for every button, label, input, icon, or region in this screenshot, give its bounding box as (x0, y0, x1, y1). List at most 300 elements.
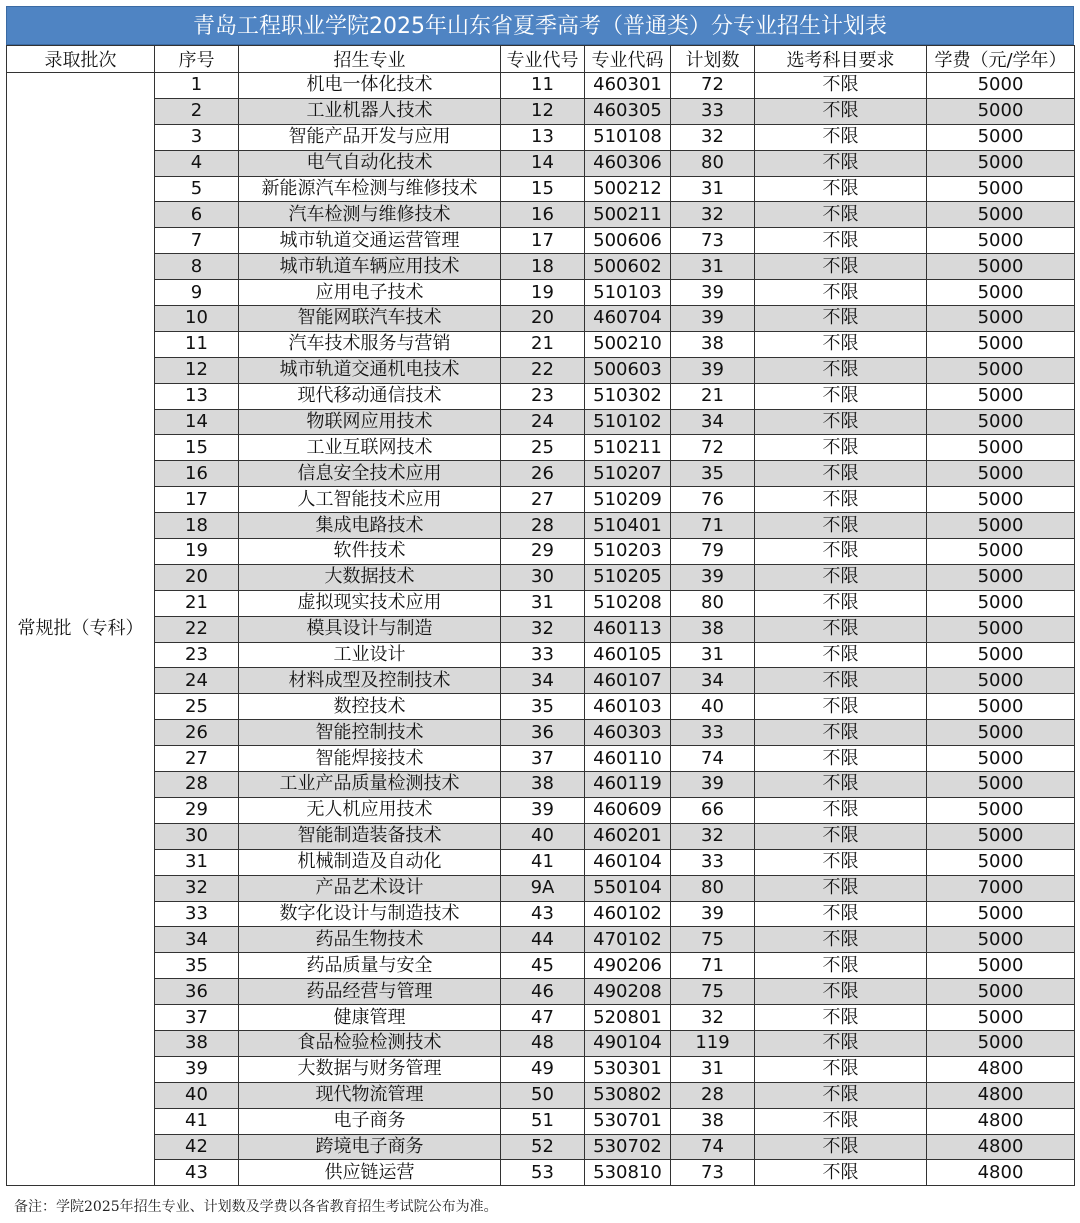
header-major-code-short: 专业代号 (501, 46, 585, 73)
table-row (7, 124, 1075, 150)
cell-major-code-short: 35 (501, 694, 585, 720)
cell-tuition: 5000 (927, 150, 1075, 176)
table-row (7, 1082, 1075, 1108)
cell-major: 电气自动化技术 (239, 150, 501, 176)
cell-major-code: 530702 (585, 1134, 671, 1160)
cell-index: 17 (155, 487, 239, 513)
cell-major-code: 530810 (585, 1160, 671, 1186)
cell-major: 汽车技术服务与营销 (239, 331, 501, 357)
cell-index: 12 (155, 357, 239, 383)
cell-major-code: 530802 (585, 1082, 671, 1108)
table-row (7, 1134, 1075, 1160)
cell-plan-count: 31 (671, 176, 755, 202)
cell-index: 43 (155, 1160, 239, 1186)
cell-subject-requirement: 不限 (755, 150, 927, 176)
cell-major-code: 510108 (585, 124, 671, 150)
cell-subject-requirement: 不限 (755, 564, 927, 590)
table-row (7, 746, 1075, 772)
cell-plan-count: 39 (671, 280, 755, 306)
table-row (7, 642, 1075, 668)
cell-subject-requirement: 不限 (755, 694, 927, 720)
cell-major: 机械制造及自动化 (239, 849, 501, 875)
cell-plan-count: 33 (671, 98, 755, 124)
cell-major-code: 510211 (585, 435, 671, 461)
header-row (7, 46, 1075, 73)
cell-plan-count: 31 (671, 254, 755, 280)
cell-major-code-short: 16 (501, 202, 585, 228)
header-plan-count: 计划数 (671, 46, 755, 73)
cell-plan-count: 73 (671, 1160, 755, 1186)
cell-major-code-short: 22 (501, 357, 585, 383)
cell-major-code: 460113 (585, 616, 671, 642)
cell-major-code-short: 40 (501, 823, 585, 849)
table-row (7, 228, 1075, 254)
table-row (7, 875, 1075, 901)
cell-plan-count: 21 (671, 383, 755, 409)
cell-plan-count: 28 (671, 1082, 755, 1108)
cell-tuition: 5000 (927, 668, 1075, 694)
cell-index: 36 (155, 979, 239, 1005)
cell-tuition: 5000 (927, 746, 1075, 772)
cell-subject-requirement: 不限 (755, 383, 927, 409)
cell-tuition: 5000 (927, 228, 1075, 254)
cell-index: 24 (155, 668, 239, 694)
cell-index: 35 (155, 953, 239, 979)
cell-major: 健康管理 (239, 1005, 501, 1031)
cell-subject-requirement: 不限 (755, 1056, 927, 1082)
cell-index: 7 (155, 228, 239, 254)
table-row (7, 306, 1075, 332)
cell-subject-requirement: 不限 (755, 1108, 927, 1134)
cell-major-code: 550104 (585, 875, 671, 901)
cell-index: 10 (155, 306, 239, 332)
cell-index: 41 (155, 1108, 239, 1134)
cell-major: 智能制造装备技术 (239, 823, 501, 849)
cell-major: 数字化设计与制造技术 (239, 901, 501, 927)
cell-major-code-short: 39 (501, 797, 585, 823)
cell-index: 25 (155, 694, 239, 720)
cell-subject-requirement: 不限 (755, 1030, 927, 1056)
cell-major-code: 500606 (585, 228, 671, 254)
cell-major-code: 510205 (585, 564, 671, 590)
cell-major-code: 490104 (585, 1030, 671, 1056)
cell-major-code: 530701 (585, 1108, 671, 1134)
cell-tuition: 5000 (927, 539, 1075, 565)
table-row (7, 383, 1075, 409)
cell-major-code-short: 19 (501, 280, 585, 306)
cell-subject-requirement: 不限 (755, 590, 927, 616)
cell-subject-requirement: 不限 (755, 823, 927, 849)
cell-major: 电子商务 (239, 1108, 501, 1134)
cell-tuition: 5000 (927, 927, 1075, 953)
cell-subject-requirement: 不限 (755, 357, 927, 383)
cell-plan-count: 71 (671, 953, 755, 979)
cell-subject-requirement: 不限 (755, 772, 927, 798)
cell-tuition: 4800 (927, 1082, 1075, 1108)
cell-index: 28 (155, 772, 239, 798)
table-row (7, 513, 1075, 539)
cell-major: 工业互联网技术 (239, 435, 501, 461)
cell-subject-requirement: 不限 (755, 98, 927, 124)
cell-major-code: 460110 (585, 746, 671, 772)
cell-index: 29 (155, 797, 239, 823)
cell-subject-requirement: 不限 (755, 461, 927, 487)
cell-major: 城市轨道交通机电技术 (239, 357, 501, 383)
cell-major: 跨境电子商务 (239, 1134, 501, 1160)
cell-major: 现代移动通信技术 (239, 383, 501, 409)
cell-subject-requirement: 不限 (755, 668, 927, 694)
cell-major: 信息安全技术应用 (239, 461, 501, 487)
cell-major-code: 460201 (585, 823, 671, 849)
cell-plan-count: 39 (671, 772, 755, 798)
cell-tuition: 5000 (927, 254, 1075, 280)
cell-plan-count: 66 (671, 797, 755, 823)
cell-major: 虚拟现实技术应用 (239, 590, 501, 616)
table-row (7, 590, 1075, 616)
table-row (7, 1005, 1075, 1031)
cell-major: 产品艺术设计 (239, 875, 501, 901)
cell-plan-count: 39 (671, 306, 755, 332)
cell-index: 42 (155, 1134, 239, 1160)
cell-major-code: 530301 (585, 1056, 671, 1082)
cell-tuition: 5000 (927, 979, 1075, 1005)
cell-tuition: 5000 (927, 797, 1075, 823)
cell-major: 药品生物技术 (239, 927, 501, 953)
table-row (7, 150, 1075, 176)
cell-index: 16 (155, 461, 239, 487)
table-row (7, 409, 1075, 435)
cell-major: 城市轨道车辆应用技术 (239, 254, 501, 280)
cell-tuition: 5000 (927, 409, 1075, 435)
cell-tuition: 5000 (927, 124, 1075, 150)
cell-plan-count: 119 (671, 1030, 755, 1056)
cell-major-code-short: 9A (501, 875, 585, 901)
cell-plan-count: 72 (671, 73, 755, 99)
cell-index: 4 (155, 150, 239, 176)
cell-major-code-short: 23 (501, 383, 585, 409)
footnote: 备注：学院2025年招生专业、计划数及学费以各省教育招生考试院公布为准。 (14, 1199, 498, 1215)
cell-major-code-short: 15 (501, 176, 585, 202)
cell-plan-count: 38 (671, 1108, 755, 1134)
cell-tuition: 5000 (927, 616, 1075, 642)
cell-tuition: 5000 (927, 331, 1075, 357)
cell-major-code-short: 32 (501, 616, 585, 642)
cell-major: 工业机器人技术 (239, 98, 501, 124)
cell-subject-requirement: 不限 (755, 409, 927, 435)
cell-major-code-short: 52 (501, 1134, 585, 1160)
table-row (7, 357, 1075, 383)
cell-tuition: 5000 (927, 901, 1075, 927)
cell-major-code: 460104 (585, 849, 671, 875)
cell-tuition: 5000 (927, 513, 1075, 539)
table-row (7, 176, 1075, 202)
cell-tuition: 4800 (927, 1160, 1075, 1186)
cell-index: 11 (155, 331, 239, 357)
cell-plan-count: 72 (671, 435, 755, 461)
cell-tuition: 5000 (927, 849, 1075, 875)
cell-plan-count: 74 (671, 746, 755, 772)
cell-index: 19 (155, 539, 239, 565)
header-major-code: 专业代码 (585, 46, 671, 73)
cell-major-code-short: 28 (501, 513, 585, 539)
cell-subject-requirement: 不限 (755, 331, 927, 357)
cell-major: 人工智能技术应用 (239, 487, 501, 513)
table-row (7, 823, 1075, 849)
cell-major-code: 510203 (585, 539, 671, 565)
cell-major: 无人机应用技术 (239, 797, 501, 823)
cell-subject-requirement: 不限 (755, 280, 927, 306)
cell-tuition: 5000 (927, 772, 1075, 798)
cell-tuition: 5000 (927, 953, 1075, 979)
cell-major-code-short: 13 (501, 124, 585, 150)
cell-index: 20 (155, 564, 239, 590)
table-row (7, 720, 1075, 746)
cell-plan-count: 80 (671, 875, 755, 901)
table-body (7, 73, 1075, 1186)
cell-major-code: 510401 (585, 513, 671, 539)
cell-major-code-short: 49 (501, 1056, 585, 1082)
table-row (7, 1030, 1075, 1056)
table-row (7, 280, 1075, 306)
enrollment-table (6, 45, 1075, 1186)
cell-subject-requirement: 不限 (755, 901, 927, 927)
table-row (7, 254, 1075, 280)
cell-index: 5 (155, 176, 239, 202)
cell-tuition: 5000 (927, 1005, 1075, 1031)
cell-index: 37 (155, 1005, 239, 1031)
cell-index: 15 (155, 435, 239, 461)
cell-major-code: 500211 (585, 202, 671, 228)
cell-major-code-short: 53 (501, 1160, 585, 1186)
cell-major: 智能控制技术 (239, 720, 501, 746)
cell-major: 模具设计与制造 (239, 616, 501, 642)
cell-plan-count: 32 (671, 823, 755, 849)
cell-major: 集成电路技术 (239, 513, 501, 539)
cell-tuition: 5000 (927, 1030, 1075, 1056)
table-row (7, 616, 1075, 642)
enrollment-plan-sheet (6, 6, 1074, 1215)
cell-subject-requirement: 不限 (755, 616, 927, 642)
cell-major-code: 470102 (585, 927, 671, 953)
table-row (7, 849, 1075, 875)
cell-major: 工业设计 (239, 642, 501, 668)
cell-tuition: 4800 (927, 1056, 1075, 1082)
cell-tuition: 5000 (927, 280, 1075, 306)
cell-major: 工业产品质量检测技术 (239, 772, 501, 798)
cell-subject-requirement: 不限 (755, 953, 927, 979)
cell-tuition: 5000 (927, 564, 1075, 590)
cell-plan-count: 79 (671, 539, 755, 565)
cell-major-code-short: 11 (501, 73, 585, 99)
cell-plan-count: 75 (671, 927, 755, 953)
cell-major: 智能产品开发与应用 (239, 124, 501, 150)
cell-plan-count: 35 (671, 461, 755, 487)
cell-major-code-short: 17 (501, 228, 585, 254)
cell-subject-requirement: 不限 (755, 875, 927, 901)
cell-major-code-short: 12 (501, 98, 585, 124)
cell-major-code: 490208 (585, 979, 671, 1005)
cell-index: 8 (155, 254, 239, 280)
cell-plan-count: 71 (671, 513, 755, 539)
cell-plan-count: 73 (671, 228, 755, 254)
cell-tuition: 5000 (927, 435, 1075, 461)
cell-major-code: 500603 (585, 357, 671, 383)
cell-plan-count: 33 (671, 849, 755, 875)
cell-tuition: 5000 (927, 98, 1075, 124)
cell-tuition: 5000 (927, 461, 1075, 487)
cell-index: 27 (155, 746, 239, 772)
table-row (7, 668, 1075, 694)
header-tuition: 学费（元/学年） (927, 46, 1075, 73)
cell-tuition: 5000 (927, 642, 1075, 668)
cell-index: 3 (155, 124, 239, 150)
table-row (7, 901, 1075, 927)
cell-index: 9 (155, 280, 239, 306)
cell-plan-count: 32 (671, 124, 755, 150)
cell-major-code: 460301 (585, 73, 671, 99)
table-row (7, 1108, 1075, 1134)
cell-major-code: 500602 (585, 254, 671, 280)
cell-index: 39 (155, 1056, 239, 1082)
cell-major: 大数据技术 (239, 564, 501, 590)
header-batch: 录取批次 (7, 46, 155, 73)
cell-subject-requirement: 不限 (755, 306, 927, 332)
cell-subject-requirement: 不限 (755, 1082, 927, 1108)
cell-plan-count: 80 (671, 590, 755, 616)
cell-index: 13 (155, 383, 239, 409)
cell-index: 23 (155, 642, 239, 668)
table-row (7, 539, 1075, 565)
cell-index: 33 (155, 901, 239, 927)
cell-major: 食品检验检测技术 (239, 1030, 501, 1056)
batch-cell: 常规批（专科） (7, 73, 155, 1186)
table-row (7, 331, 1075, 357)
cell-plan-count: 33 (671, 720, 755, 746)
cell-major: 汽车检测与维修技术 (239, 202, 501, 228)
header-index: 序号 (155, 46, 239, 73)
cell-index: 34 (155, 927, 239, 953)
cell-index: 31 (155, 849, 239, 875)
cell-major-code-short: 24 (501, 409, 585, 435)
cell-index: 30 (155, 823, 239, 849)
cell-major-code: 510208 (585, 590, 671, 616)
cell-subject-requirement: 不限 (755, 73, 927, 99)
cell-subject-requirement: 不限 (755, 720, 927, 746)
cell-index: 26 (155, 720, 239, 746)
cell-subject-requirement: 不限 (755, 228, 927, 254)
cell-major-code-short: 46 (501, 979, 585, 1005)
cell-subject-requirement: 不限 (755, 513, 927, 539)
cell-major-code: 510103 (585, 280, 671, 306)
cell-major-code-short: 37 (501, 746, 585, 772)
cell-major-code: 510102 (585, 409, 671, 435)
cell-major-code-short: 48 (501, 1030, 585, 1056)
cell-major-code-short: 41 (501, 849, 585, 875)
cell-tuition: 5000 (927, 383, 1075, 409)
cell-index: 32 (155, 875, 239, 901)
cell-tuition: 5000 (927, 73, 1075, 99)
cell-major-code: 460306 (585, 150, 671, 176)
cell-tuition: 4800 (927, 1108, 1075, 1134)
cell-major-code-short: 20 (501, 306, 585, 332)
table-row (7, 487, 1075, 513)
cell-index: 2 (155, 98, 239, 124)
cell-major: 新能源汽车检测与维修技术 (239, 176, 501, 202)
cell-major: 智能网联汽车技术 (239, 306, 501, 332)
cell-major: 大数据与财务管理 (239, 1056, 501, 1082)
cell-major-code-short: 14 (501, 150, 585, 176)
table-row (7, 797, 1075, 823)
cell-major-code-short: 36 (501, 720, 585, 746)
table-row (7, 1056, 1075, 1082)
table-row (7, 564, 1075, 590)
cell-major-code: 500212 (585, 176, 671, 202)
table-row (7, 73, 1075, 99)
cell-major: 供应链运营 (239, 1160, 501, 1186)
table-row (7, 202, 1075, 228)
cell-major-code-short: 21 (501, 331, 585, 357)
table-row (7, 953, 1075, 979)
cell-major-code: 490206 (585, 953, 671, 979)
cell-major-code-short: 51 (501, 1108, 585, 1134)
header-major: 招生专业 (239, 46, 501, 73)
cell-tuition: 5000 (927, 202, 1075, 228)
table-row (7, 927, 1075, 953)
cell-tuition: 5000 (927, 357, 1075, 383)
cell-major: 应用电子技术 (239, 280, 501, 306)
cell-major-code-short: 31 (501, 590, 585, 616)
cell-major-code: 460119 (585, 772, 671, 798)
cell-major-code: 460107 (585, 668, 671, 694)
cell-major: 材料成型及控制技术 (239, 668, 501, 694)
cell-major-code-short: 25 (501, 435, 585, 461)
cell-tuition: 7000 (927, 875, 1075, 901)
cell-plan-count: 76 (671, 487, 755, 513)
cell-plan-count: 39 (671, 357, 755, 383)
cell-major-code-short: 44 (501, 927, 585, 953)
cell-tuition: 5000 (927, 487, 1075, 513)
cell-index: 40 (155, 1082, 239, 1108)
cell-subject-requirement: 不限 (755, 746, 927, 772)
cell-major: 机电一体化技术 (239, 73, 501, 99)
table-row (7, 772, 1075, 798)
cell-major-code: 460609 (585, 797, 671, 823)
cell-major-code: 460305 (585, 98, 671, 124)
cell-plan-count: 38 (671, 331, 755, 357)
cell-tuition: 4800 (927, 1134, 1075, 1160)
cell-major-code-short: 33 (501, 642, 585, 668)
cell-major-code-short: 38 (501, 772, 585, 798)
cell-subject-requirement: 不限 (755, 176, 927, 202)
cell-plan-count: 38 (671, 616, 755, 642)
cell-plan-count: 75 (671, 979, 755, 1005)
cell-plan-count: 34 (671, 668, 755, 694)
cell-plan-count: 80 (671, 150, 755, 176)
cell-major-code-short: 29 (501, 539, 585, 565)
cell-index: 22 (155, 616, 239, 642)
table-row (7, 98, 1075, 124)
cell-plan-count: 74 (671, 1134, 755, 1160)
cell-major-code-short: 45 (501, 953, 585, 979)
cell-major-code: 460303 (585, 720, 671, 746)
cell-subject-requirement: 不限 (755, 1134, 927, 1160)
cell-major: 数控技术 (239, 694, 501, 720)
cell-major-code-short: 30 (501, 564, 585, 590)
cell-tuition: 5000 (927, 306, 1075, 332)
header-subject-requirement: 选考科目要求 (755, 46, 927, 73)
cell-subject-requirement: 不限 (755, 202, 927, 228)
cell-major-code-short: 27 (501, 487, 585, 513)
